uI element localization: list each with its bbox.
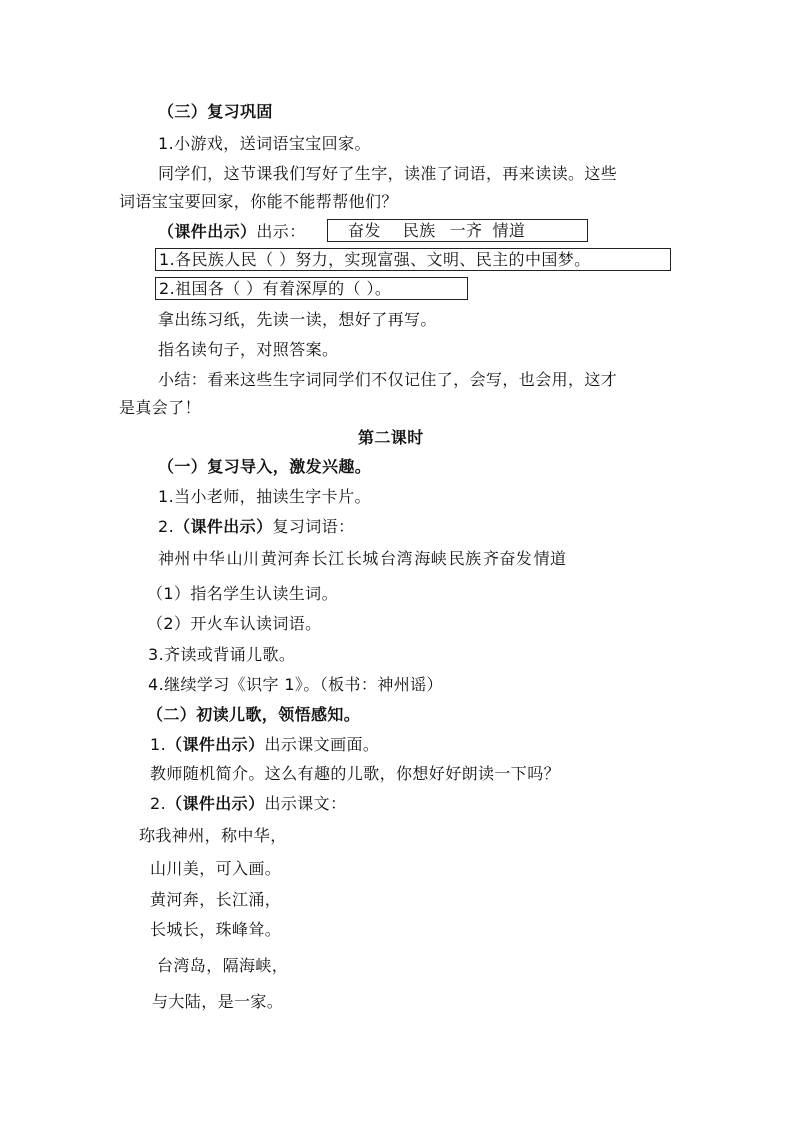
item-text: 出示课文画面。 — [264, 735, 380, 754]
list-item — [150, 793, 347, 815]
summary-line: 小结：看来这些生字词同学们不仅记住了，会写，也会用，这才 — [158, 370, 618, 389]
sub-item: （2）开火车认读词语。 — [147, 614, 322, 633]
courseware-label: （课件出示） — [166, 735, 265, 754]
vocab-line: 神州 中华 山川 黄河奔 长江 长城 台湾 海峡 民族 齐奋发 情道 — [158, 549, 567, 568]
item-text: 出示课文： — [264, 794, 347, 813]
section-heading-intro: （一）复习导入，激发兴趣。 — [158, 457, 372, 476]
fill-sentence: 1.各民族人民（ ）努力，实现富强、文明、民主的中国梦。 — [159, 250, 591, 269]
instruction-line: 拿出练习纸，先读一读，想好了再写。 — [158, 310, 437, 329]
word-box — [327, 219, 588, 242]
courseware-show-line — [158, 221, 306, 243]
section-heading-review: （三）复习巩固 — [158, 102, 273, 121]
game-item: 1.小游戏，送词语宝宝回家。 — [158, 134, 371, 153]
courseware-label: （课件出示） — [166, 794, 265, 813]
instruction-line: 指名读句子，对照答案。 — [158, 340, 339, 359]
lesson-title: 第二课时 — [358, 428, 424, 447]
item-number: 2. — [150, 794, 167, 813]
item-number: 1. — [150, 735, 167, 754]
paragraph-line: 同学们，这节课我们写好了生字，读准了词语，再来读读。这些 — [158, 164, 618, 183]
box-word: 一齐 — [449, 221, 483, 240]
paragraph-line: 词语宝宝要回家，你能不能帮帮他们？ — [119, 192, 398, 211]
box-word: 情道 — [492, 221, 526, 240]
sub-item: （1）指名学生认读生词。 — [147, 584, 338, 603]
poem-line: 长城长，珠峰耸。 — [150, 920, 282, 939]
box-word: 民族 — [402, 221, 436, 240]
courseware-label: （课件出示） — [158, 222, 257, 241]
poem-line: 山川美，可入画。 — [150, 859, 282, 878]
poem-line: 与大陆，是一家。 — [152, 992, 284, 1011]
section-heading-reading: （二）初读儿歌，领悟感知。 — [147, 705, 361, 724]
fill-sentence-box — [155, 277, 468, 300]
list-item: 1.当小老师，抽读生字卡片。 — [158, 487, 371, 506]
box-word: 奋发 — [348, 221, 381, 240]
description-line: 教师随机简介。这么有趣的儿歌，你想好好朗读一下吗？ — [150, 764, 561, 783]
fill-sentence-box — [155, 248, 671, 271]
list-item: 4.继续学习《识字 1》。（板书：神州谣） — [148, 675, 443, 694]
item-text: 复习词语： — [272, 517, 355, 536]
show-text: 出示： — [256, 222, 306, 241]
fill-sentence: 2.祖国各（ ）有着深厚的（ ）。 — [159, 279, 392, 298]
list-item — [158, 516, 355, 538]
item-number: 2. — [158, 517, 175, 536]
list-item — [150, 734, 379, 756]
poem-line: 珎我神州，称中华， — [139, 826, 287, 845]
courseware-label: （课件出示） — [174, 517, 273, 536]
poem-line: 台湾岛，隔海峡， — [157, 956, 289, 975]
summary-line: 是真会了！ — [119, 398, 202, 417]
list-item: 3.齐读或背诵儿歌。 — [148, 645, 296, 664]
poem-line: 黄河奔，长江涌， — [150, 890, 282, 909]
